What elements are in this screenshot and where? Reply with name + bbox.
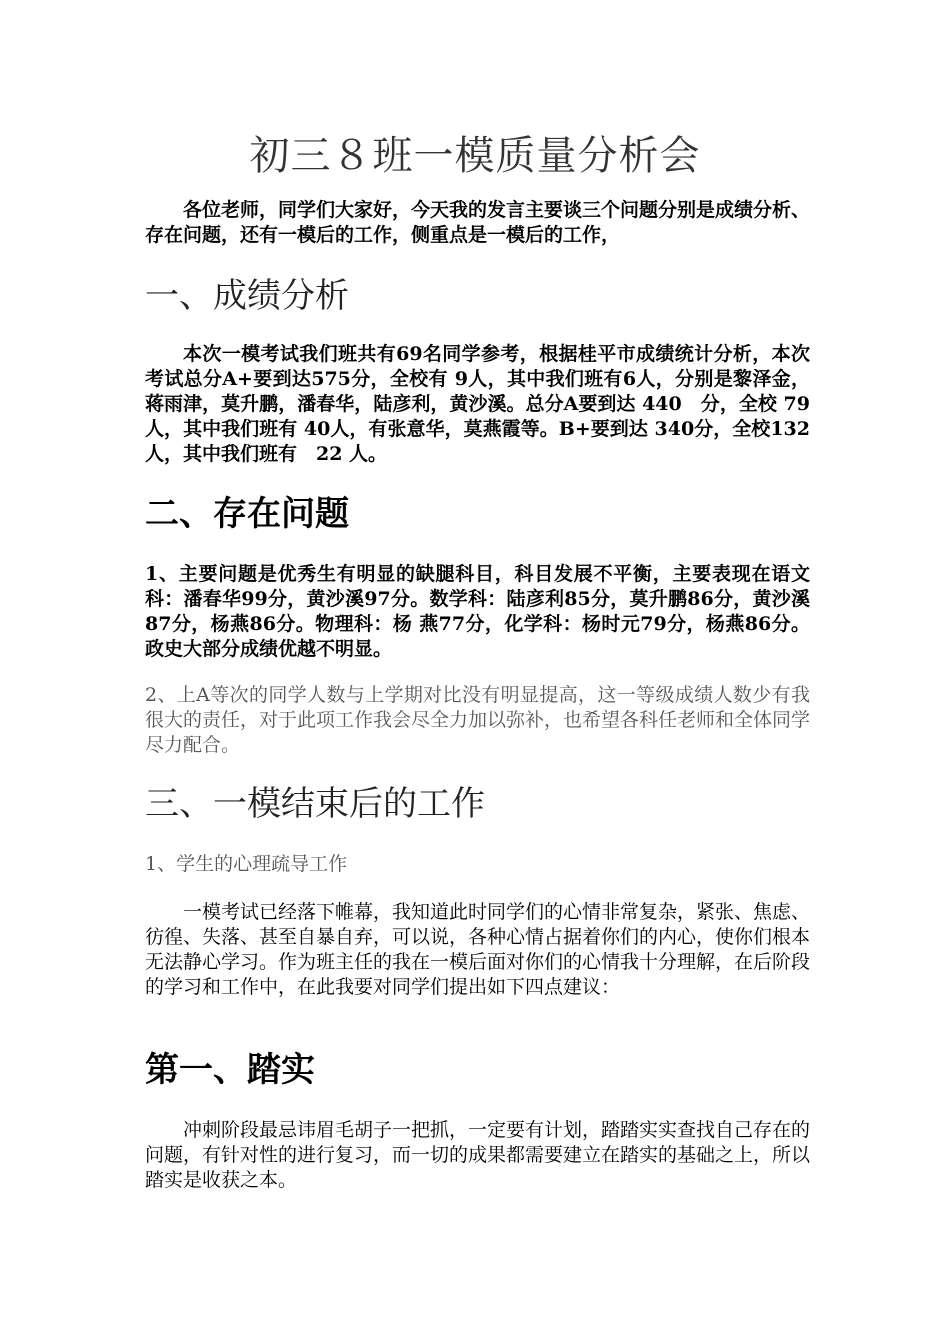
section2-item1: 1、主要问题是优秀生有明显的缺腿科目，科目发展不平衡，主要表现在语文科：潘春华99分，黄沙溪97分。数学科：陆彦利85分，莫升鹏86分，黄沙溪87分，杨燕86分。物理科：杨 燕77分，化学科：杨时元79分，杨燕86分。政史大部分成绩优越不明显。 [145, 563, 810, 660]
section2-heading: 二、存在问题 [145, 494, 349, 534]
document-title: 初三８班一模质量分析会 [249, 133, 701, 179]
section3-heading: 三、一模结束后的工作 [145, 784, 485, 824]
section3-sub1: 1、学生的心理疏导工作 [145, 853, 348, 875]
section2-item2: 2、上A等次的同学人数与上学期对比没有明显提高，这一等级成绩人数少有我很大的责任，对于此项工作我会尽全力加以弥补，也希望各科任老师和全体同学尽力配合。 [145, 684, 811, 756]
section4-body: 冲刺阶段最忌讳眉毛胡子一把抓，一定要有计划，踏踏实实查找自己存在的问题，有针对性的进行复习，而一切的成果都需要建立在踏实的基础之上，所以踏实是收获之本。 [145, 1119, 811, 1191]
section3-body: 一模考试已经落下帷幕，我知道此时同学们的心情非常复杂，紧张、焦虑、彷徨、失落、甚至自暴自弃，可以说，各种心情占据着你们的内心，使你们根本无法静心学习。作为班主任的我在一模后面对你们的心情我十分理解，在后阶段的学习和工作中，在此我要对同学们提出如下四点建议： [145, 901, 811, 998]
section4-heading: 第一、踏实 [145, 1050, 315, 1090]
section1-heading: 一、成绩分析 [145, 276, 349, 316]
section1-body: 本次一模考试我们班共有69名同学参考，根据桂平市成绩统计分析，本次考试总分A+要到达575分，全校有 9人，其中我们班有6人，分别是黎泽金，蒋雨津，莫升鹏，潘春华，陆彦利，黄沙溪。总分A要到达 440 分，全校 79人，其中我们班有 40人，有张意华，莫燕霞等。B+要到达 340分，全校132人，其中我们班有 22 人。 [145, 343, 810, 465]
intro-paragraph: 各位老师，同学们大家好，今天我的发言主要谈三个问题分别是成绩分析、存在问题，还有一模后的工作，侧重点是一模后的工作， [145, 199, 811, 246]
